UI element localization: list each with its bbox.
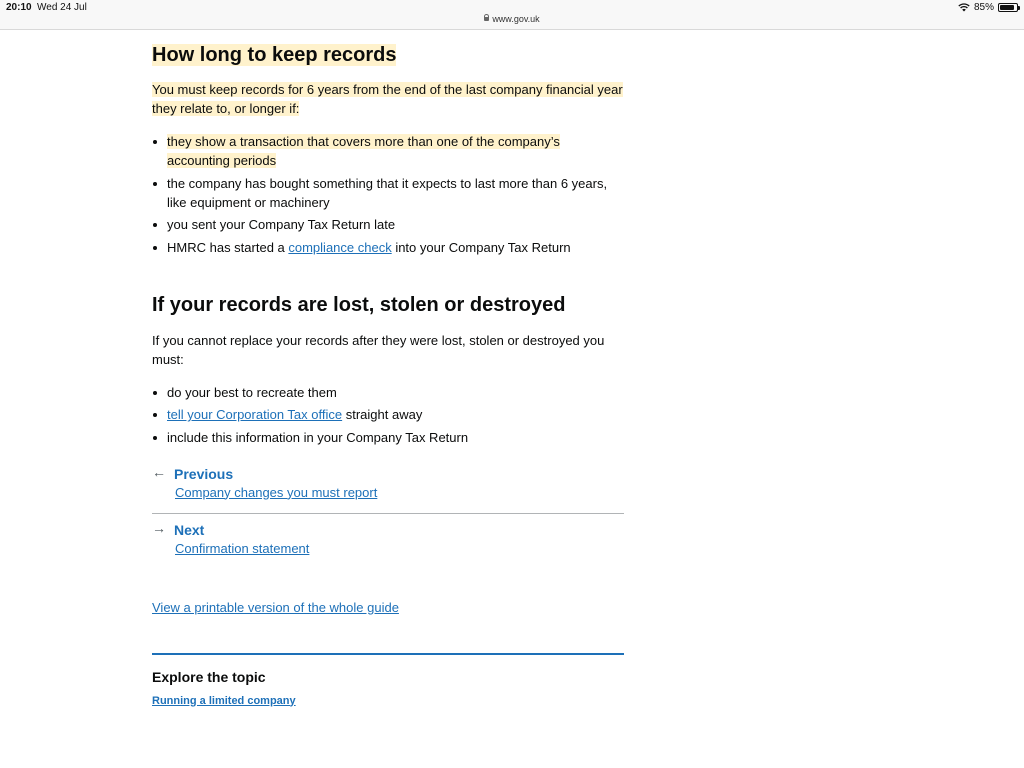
pager-previous[interactable] (152, 465, 624, 513)
list-item: include this information in your Company Tax Return (152, 428, 624, 447)
url-text: www.gov.uk (492, 14, 540, 24)
compliance-check-link[interactable]: compliance check (288, 239, 392, 255)
explore-topic-title: Explore the topic (152, 668, 266, 685)
previous-page-link[interactable]: Company changes you must report (175, 484, 378, 500)
list-item: tell your Corporation Tax office straight away (152, 405, 624, 424)
arrow-right-icon: → (152, 519, 166, 536)
battery-level-fill (1000, 5, 1014, 10)
section-heading-lost-records: If your records are lost, stolen or destroyed (152, 293, 566, 316)
battery-icon (998, 3, 1018, 12)
keep-records-list (152, 132, 624, 257)
section-heading-keep-records: How long to keep records (152, 44, 397, 66)
list-item: they show a transaction that covers more than one of the company’s accounting periods (152, 132, 624, 170)
status-date: Wed 24 Jul (37, 2, 87, 13)
lost-records-intro: If you cannot replace your records after they were lost, stolen or destroyed you must: (152, 332, 605, 367)
lost-records-list (152, 383, 624, 447)
pagination (152, 465, 624, 569)
next-page-link[interactable]: Confirmation statement (175, 540, 310, 556)
corporation-tax-office-link[interactable]: tell your Corporation Tax office (167, 407, 343, 422)
wifi-icon (958, 3, 970, 12)
list-item: do your best to recreate them (152, 383, 624, 402)
next-label[interactable]: Next (174, 521, 205, 538)
lock-icon (484, 17, 489, 21)
main-content (152, 30, 624, 709)
list-item: you sent your Company Tax Return late (152, 215, 624, 234)
status-time: 20:10 (6, 2, 32, 13)
battery-percentage: 85% (973, 2, 994, 13)
arrow-left-icon: ← (152, 463, 166, 480)
list-item: HMRC has started a compliance check into your Company Tax Return (152, 238, 624, 257)
pager-next[interactable] (152, 514, 624, 569)
keep-records-intro: You must keep records for 6 years from the end of the last company financial year they relate to, or longer if: (152, 82, 623, 116)
running-limited-company-link[interactable]: Running a limited company (152, 694, 296, 707)
printable-guide-link[interactable]: View a printable version of the whole guide (152, 599, 399, 615)
status-indicators (958, 2, 1018, 13)
list-item: the company has bought something that it expects to last more than 6 years, like equipment or machinery (152, 174, 624, 212)
address-bar[interactable] (0, 14, 1024, 24)
explore-topic-rule (152, 653, 624, 655)
previous-label[interactable]: Previous (174, 465, 234, 482)
